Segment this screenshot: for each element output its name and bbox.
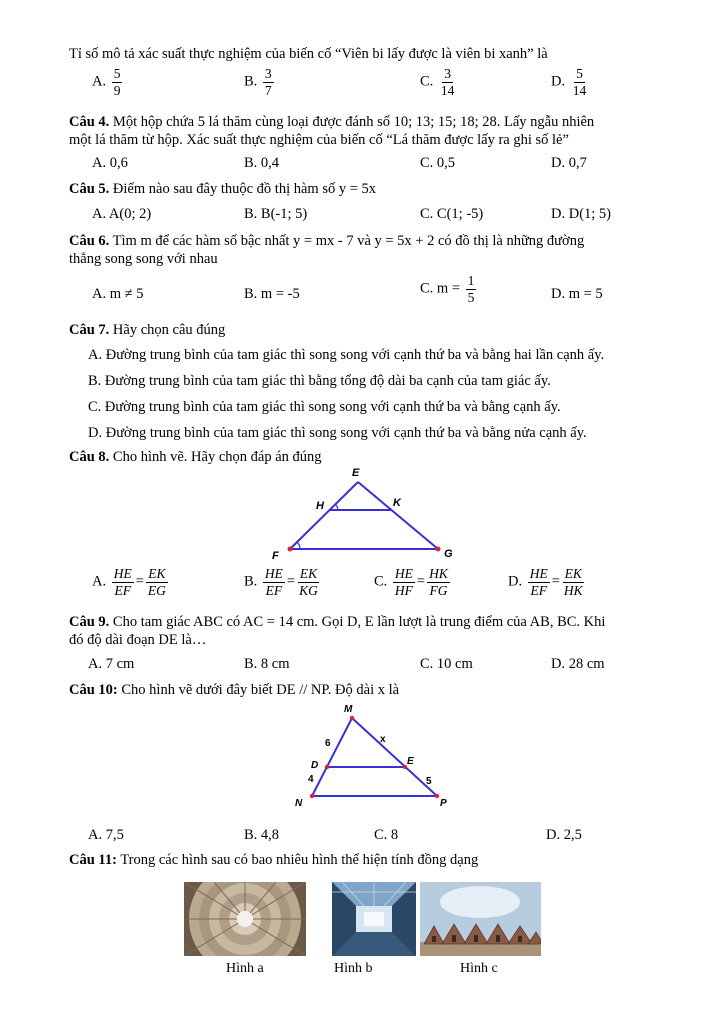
label-e: E [352,467,360,479]
q8-a-d2: EG [147,582,166,598]
q11-title: Câu 11: [69,852,117,868]
label-six: 6 [325,738,331,749]
triangle-mnp-figure [285,700,465,812]
q8-c-n2: HK [429,566,448,581]
q8-a-d1: EF [114,582,131,598]
q3-d-num: 5 [576,66,583,81]
q8-b-d1: EF [265,582,283,598]
q6-text-1: Tìm m để các hàm số bậc nhất y = mx - 7 và y = 5x + 2 có đồ thị là những đường [109,233,585,249]
caption-hinh-a: Hình a [226,961,264,976]
q7-option-b[interactable]: B. Đường trung bình của tam giác thì bằng tổng độ dài ba cạnh của tam giác ấy. [88,373,551,389]
q8-c-eq: = [416,573,426,590]
q3-b-label: B. [244,73,258,90]
q3-b-num: 3 [264,66,272,81]
point-g [436,547,441,552]
q7-option-d[interactable]: D. Đường trung bình của tam giác thì song song với cạnh thứ ba và bằng nửa cạnh ấy. [88,425,587,441]
q4-title: Câu 4. [69,114,110,130]
label-k: K [393,497,401,509]
q3-c-den: 14 [440,82,455,98]
q8-option-a[interactable] [92,566,170,598]
q8-c-label: C. [374,573,388,590]
q10-text: Cho hình vẽ dưới đây biết DE // NP. Độ dài x là [117,682,400,698]
q5-title: Câu 5. [69,181,110,197]
q5-text: Điểm nào sau đây thuộc đồ thị hàm số y = 5x [109,181,377,197]
q7-text: Hãy chọn câu đúng [109,322,226,338]
q8-c-n1: HE [394,566,413,581]
q8-a-eq: = [135,573,144,590]
label-four: 4 [308,774,314,785]
label-g: G [444,548,453,560]
q8-d-n1: HE [529,566,548,581]
houses-image [420,882,541,956]
q8-b-eq: = [286,573,296,590]
q6-c-label: C. m = [420,280,461,297]
q4-option-b[interactable]: B. 0,4 [244,155,280,171]
q8-b-n1: HE [264,566,283,581]
q6-option-a[interactable]: A. m ≠ 5 [92,286,144,302]
tunnel-image [332,882,416,956]
q10-option-a[interactable]: A. 7,5 [88,827,124,843]
q3-d-den: 14 [572,82,587,98]
q10-option-c[interactable]: C. 8 [374,827,399,843]
q3-option-b[interactable] [244,66,276,98]
q8-title: Câu 8. [69,449,110,465]
q8-d-n2: EK [564,566,582,581]
q9-option-a[interactable]: A. 7 cm [88,656,135,672]
q11-text: Trong các hình sau có bao nhiêu hình thể hiện tính đồng dạng [116,852,479,868]
q3-c-num: 3 [444,66,452,81]
triangle-efg-figure [268,464,468,564]
q8-b-label: B. [244,573,258,590]
point-d [325,765,329,769]
q6-option-b[interactable]: B. m = -5 [244,286,300,302]
q10-option-b[interactable]: B. 4,8 [244,827,280,843]
q5-option-c[interactable]: C. C(1; -5) [420,206,484,222]
q3-intro: Tỉ số mô tả xác suất thực nghiệm của biến cố “Viên bi lấy được là viên bi xanh” là [69,46,548,62]
q5-line [69,180,657,198]
label-n: N [295,798,303,809]
q8-d-eq: = [551,573,560,590]
q3-b-den: 7 [264,82,272,98]
label-h: H [316,500,324,512]
q3-option-a[interactable] [92,66,124,98]
q8-b-n2: EK [299,566,318,581]
q8-a-n2: EK [148,566,166,581]
q9-text-1: Cho tam giác ABC có AC = 14 cm. Gọi D, E lần lượt là trung điểm của AB, BC. Khi [109,614,606,630]
q11-line [69,851,657,869]
q5-option-d[interactable]: D. D(1; 5) [551,206,612,222]
point-n [310,794,314,798]
q3-c-label: C. [420,73,434,90]
label-five: 5 [426,776,432,787]
q8-option-c[interactable] [374,566,452,598]
label-p: P [440,798,447,809]
side-mn [312,718,352,796]
q9-title: Câu 9. [69,614,110,630]
caption-hinh-b: Hình b [334,961,373,976]
q4-line-1 [69,113,657,131]
q5-option-b[interactable]: B. B(-1; 5) [244,206,308,222]
label-d: D [311,760,319,771]
point-f [288,547,293,552]
q7-line [69,321,657,339]
q8-d-label: D. [508,573,523,590]
side-mp [352,718,437,796]
q3-option-c[interactable] [420,66,458,98]
q8-c-d1: HF [394,582,413,598]
side-ef [290,482,358,549]
q6-option-d[interactable]: D. m = 5 [551,286,603,302]
point-m [350,716,354,720]
q4-text-2: một lá thăm từ hộp. Xác suất thực nghiệm của biến cố “Lá thăm được lấy ra ghi số lẻ” [69,132,569,148]
angle-mark-f [297,542,300,549]
point-p [435,794,439,798]
q6-c-num: 1 [467,273,475,288]
q8-option-b[interactable] [244,566,322,598]
dome-image [184,882,306,956]
caption-hinh-c: Hình c [460,961,498,976]
q9-option-d[interactable]: D. 28 cm [551,656,605,672]
q8-text: Cho hình vẽ. Hãy chọn đáp án đúng [109,449,322,465]
q8-b-d2: KG [299,582,318,598]
q4-option-a[interactable]: A. 0,6 [92,155,128,171]
q6-option-c[interactable] [420,273,478,305]
label-e: E [407,756,414,767]
q8-c-d2: FG [429,582,448,598]
q6-text-2: thẳng song song với nhau [69,251,218,267]
q9-line-1 [69,613,657,631]
q8-a-label: A. [92,573,107,590]
q10-title: Câu 10: [69,682,118,698]
q7-option-c[interactable]: C. Đường trung bình của tam giác thì song song với cạnh thứ ba và bằng cạnh ấy. [88,399,561,415]
q9-option-c[interactable]: C. 10 cm [420,656,473,672]
q5-option-a[interactable]: A. A(0; 2) [92,206,152,222]
q3-option-d[interactable] [551,66,590,98]
q10-option-d[interactable]: D. 2,5 [546,827,582,843]
q8-d-d1: EF [530,582,547,598]
q9-text-2: đó độ dài đoạn DE là… [69,632,207,648]
q7-option-a[interactable]: A. Đường trung bình của tam giác thì song song với cạnh thứ ba và bằng hai lần cạnh ấy. [88,347,605,363]
q9-option-b[interactable]: B. 8 cm [244,656,290,672]
q4-option-d[interactable]: D. 0,7 [551,155,587,171]
q3-a-num: 5 [113,66,121,81]
q3-a-label: A. [92,73,107,90]
label-f: F [272,550,279,562]
q3-d-label: D. [551,73,566,90]
q7-title: Câu 7. [69,322,110,338]
q8-d-d2: HK [563,582,583,598]
q6-c-den: 5 [467,289,475,305]
q8-a-n1: HE [113,566,132,581]
label-x: x [380,734,386,745]
q6-line-1 [69,232,657,250]
q10-line [69,681,657,699]
q6-title: Câu 6. [69,233,110,249]
q4-option-c[interactable]: C. 0,5 [420,155,456,171]
side-eg [358,482,438,549]
q8-option-d[interactable] [508,566,587,598]
q3-a-den: 9 [113,82,121,98]
q4-text-1: Một hộp chứa 5 lá thăm cùng loại được đánh số 10; 13; 15; 18; 28. Lấy ngẫu nhiên [109,114,595,130]
label-m: M [344,704,353,715]
